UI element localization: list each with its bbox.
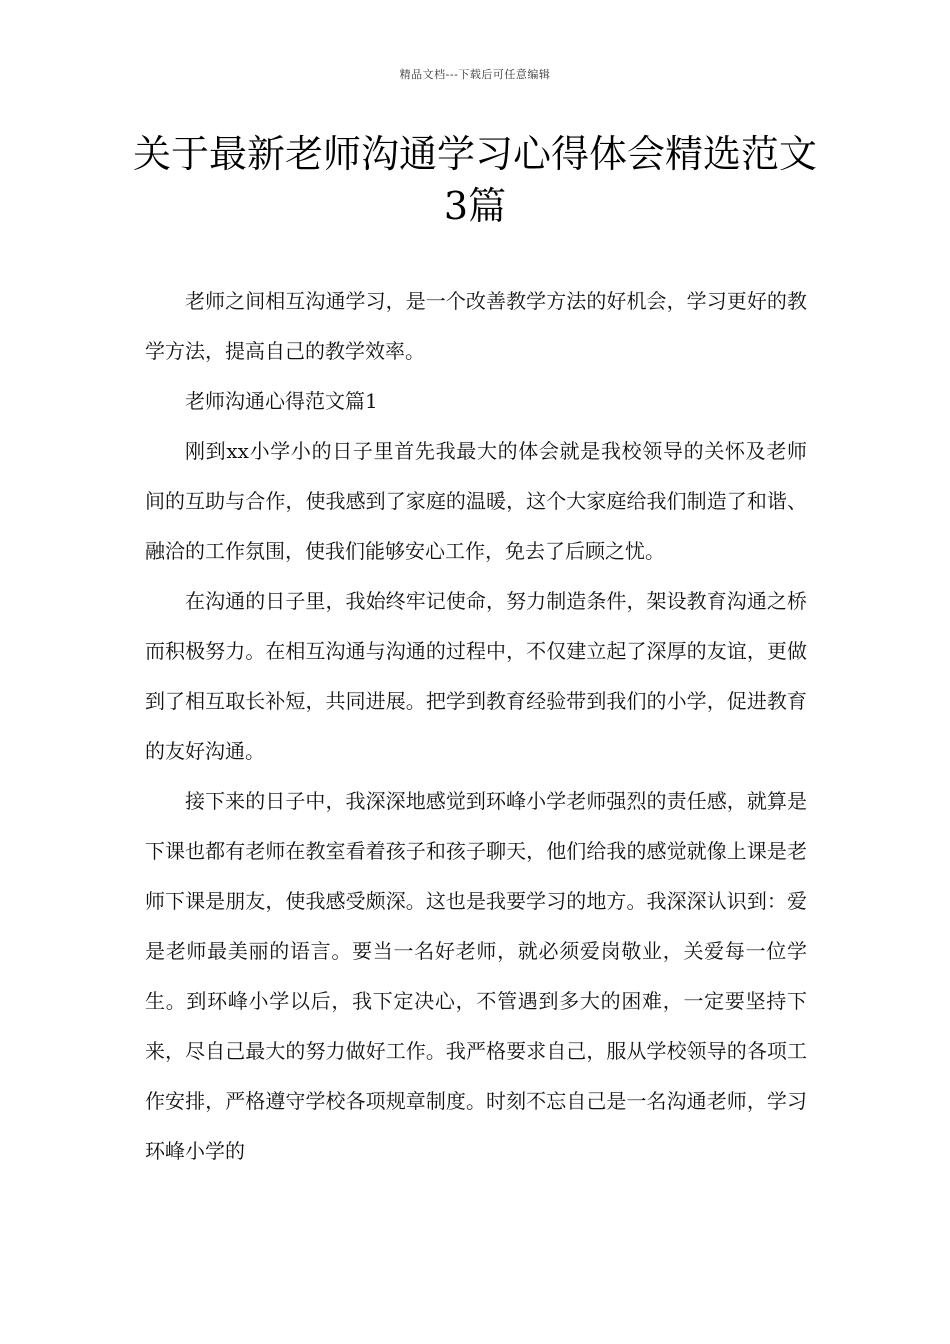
paragraph: 刚到xx小学小的日子里首先我最大的体会就是我校领导的关怀及老师间的互助与合作，使我感到了家庭的温暖，这个大家庭给我们制造了和谐、融洽的工作氛围，使我们能够安心工作，免去了后顾之忧。 (145, 439, 807, 563)
section-heading: 老师沟通心得范文篇1 (185, 389, 378, 413)
paragraph: 接下来的日子中，我深深地感觉到环峰小学老师强烈的责任感，就算是下课也都有老师在教室看着孩子和孩子聊天，他们给我的感觉就像上课是老师下课是朋友，使我感受颇深。这也是我要学习的地方。我深深认识到：爱是老师最美丽的语言。要当一名好老师，就必须爱岗敬业，关爱每一位学生。到环峰小学以后，我下定决心，不管遇到多大的困难，一定要坚持下来，尽自己最大的努力做好工作。我严格要求自己，服从学校领导的各项工作安排，严格遵守学校各项规章制度。时刻不忘自己是一名沟通老师，学习环峰小学的 (145, 789, 807, 1163)
document-title: 关于最新老师沟通学习心得体会精选范文3篇 (132, 132, 817, 228)
document-body (145, 276, 807, 1176)
paragraph: 在沟通的日子里，我始终牢记使命，努力制造条件，架设教育沟通之桥而积极努力。在相互沟通与沟通的过程中，不仅建立起了深厚的友谊，更做到了相互取长补短，共同进展。把学到教育经验带到我们的小学，促进教育的友好沟通。 (145, 589, 807, 763)
paragraph-intro: 老师之间相互沟通学习，是一个改善教学方法的好机会，学习更好的教学方法，提高自己的教学效率。 (145, 289, 807, 363)
header-note: 精品文档---下载后可任意编辑 (399, 68, 551, 81)
